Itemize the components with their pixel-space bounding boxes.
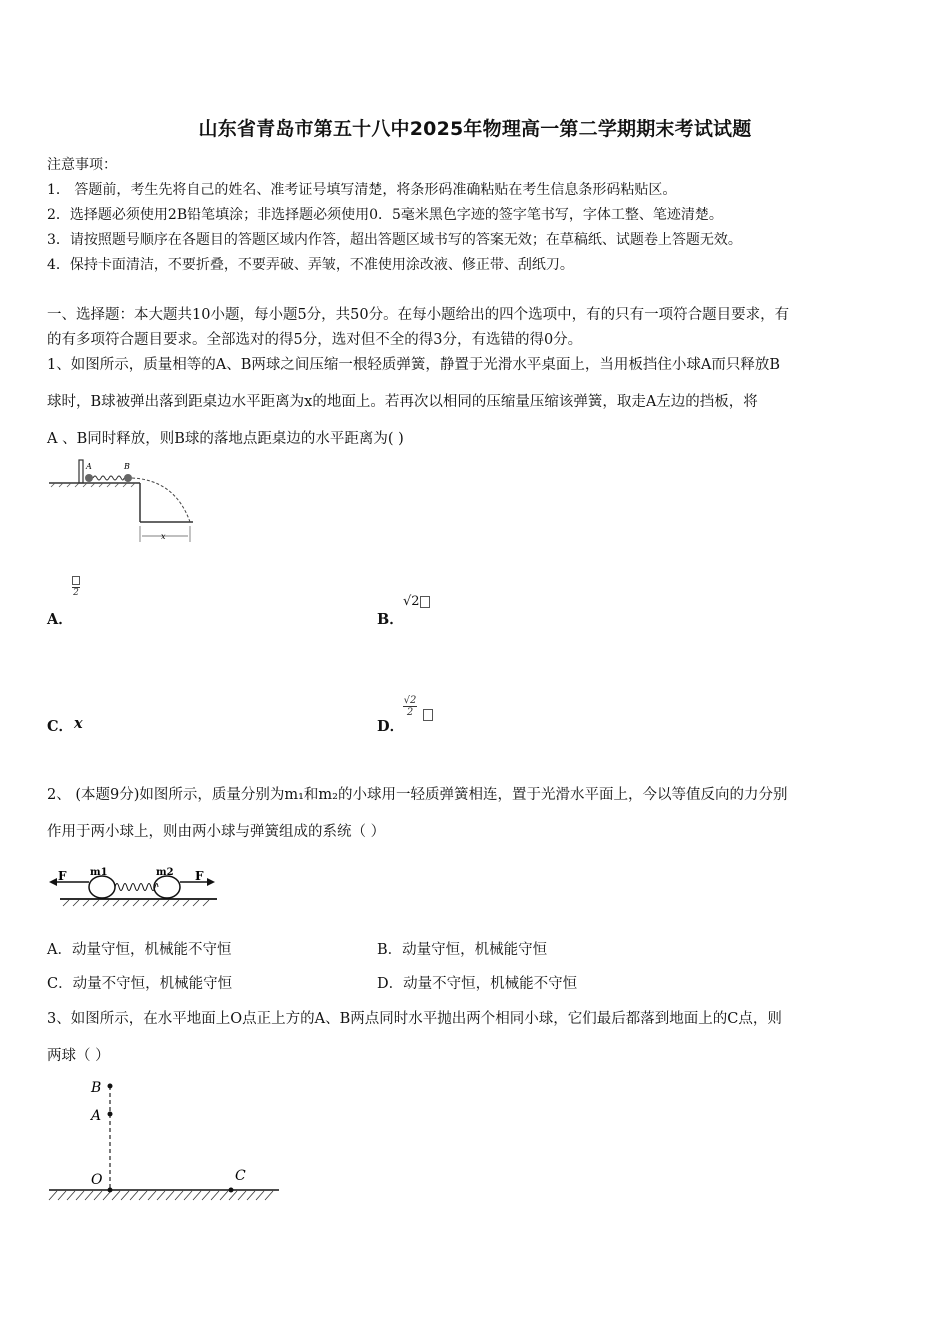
label-b: B: [91, 1080, 102, 1096]
q1-option-b[interactable]: B．: [377, 611, 404, 628]
label-c: C: [235, 1168, 246, 1184]
q1-option-a[interactable]: A．: [47, 611, 73, 628]
m2-label: m2: [156, 867, 174, 878]
notice-item: 1． 答题前，考生先将自己的姓名、准考证号填写清楚，将条形码准确粘贴在考生信息条形码粘贴区。: [47, 182, 677, 198]
q1-option-c-value: x: [74, 715, 83, 732]
q3-figure: [45, 1074, 285, 1209]
q1-stem-line: 球时，B球被弹出落到距桌边水平距离为x的地面上。若再次以相同的压缩量压缩该弹簧，取走A左边的挡板，将: [47, 394, 758, 410]
q1-option-b-expression: √2: [403, 594, 430, 609]
q2-stem-line: 2、 (本题9分)如图所示，质量分别为m₁和m₂的小球用一轻质弹簧相连，置于光滑水平面上，今以等值反向的力分别: [47, 787, 788, 803]
q3-stem-line: 3、如图所示，在水平地面上O点正上方的A、B两点同时水平抛出两个相同小球，它们最后都落到地面上的C点，则: [47, 1011, 782, 1027]
q2-option-d[interactable]: D．动量不守恒，机械能不守恒: [377, 976, 578, 992]
notice-item: 4．保持卡面清洁，不要折叠，不要弄破、弄皱，不准使用涂改液、修正带、刮纸刀。: [47, 257, 574, 273]
q1-figure: [45, 452, 200, 547]
q1-option-a-fraction: 2: [72, 576, 80, 599]
m1-label: m1: [90, 867, 108, 878]
notice-heading: 注意事项：: [47, 157, 117, 173]
force-left-label: F: [58, 869, 67, 883]
label-a: A: [86, 462, 92, 471]
q1-option-c[interactable]: C．: [47, 718, 74, 735]
notice-item: 2．选择题必须使用2B铅笔填涂；非选择题必须使用0．5毫米黑色字迹的签字笔书写，字体工整、笔迹清楚。: [47, 207, 723, 223]
q3-stem-line: 两球（ ）: [47, 1048, 110, 1064]
section-intro-line: 一、选择题：本大题共10小题，每小题5分，共50分。在每小题给出的四个选项中，有的只有一项符合题目要求，有: [47, 307, 790, 323]
label-b: B: [124, 462, 130, 471]
force-right-label: F: [195, 869, 204, 883]
q1-option-d[interactable]: D．: [377, 718, 405, 735]
q2-stem-line: 作用于两小球上，则由两小球与弹簧组成的系统（ ）: [47, 824, 386, 840]
q2-option-a[interactable]: A．动量守恒，机械能不守恒: [47, 942, 232, 958]
q1-stem-line: 1、如图所示，质量相等的A、B两球之间压缩一根轻质弹簧，静置于光滑水平桌面上，当用板挡住小球A而只释放B: [47, 357, 780, 373]
q2-option-c[interactable]: C．动量不守恒，机械能守恒: [47, 976, 233, 992]
q2-figure: [45, 862, 220, 912]
q1-option-d-fraction: √2 2: [403, 695, 417, 718]
page-title: 山东省青岛市第五十八中2025年物理高一第二学期期末考试试题: [198, 118, 752, 140]
notice-item: 3．请按照题号顺序在各题目的答题区域内作答，超出答题区域书写的答案无效；在草稿纸、试题卷上答题无效。: [47, 232, 742, 248]
label-a: A: [91, 1108, 102, 1124]
q1-stem-line: A 、B同时释放，则B球的落地点距桌边的水平距离为( ): [47, 431, 404, 447]
q1-option-d-box: [423, 704, 433, 723]
label-x: x: [161, 532, 166, 541]
q2-option-b[interactable]: B．动量守恒，机械能守恒: [377, 942, 548, 958]
section-intro-line: 的有多项符合题目要求。全部选对的得5分，选对但不全的得3分，有选错的得0分。: [47, 332, 583, 348]
label-o: O: [91, 1172, 103, 1188]
